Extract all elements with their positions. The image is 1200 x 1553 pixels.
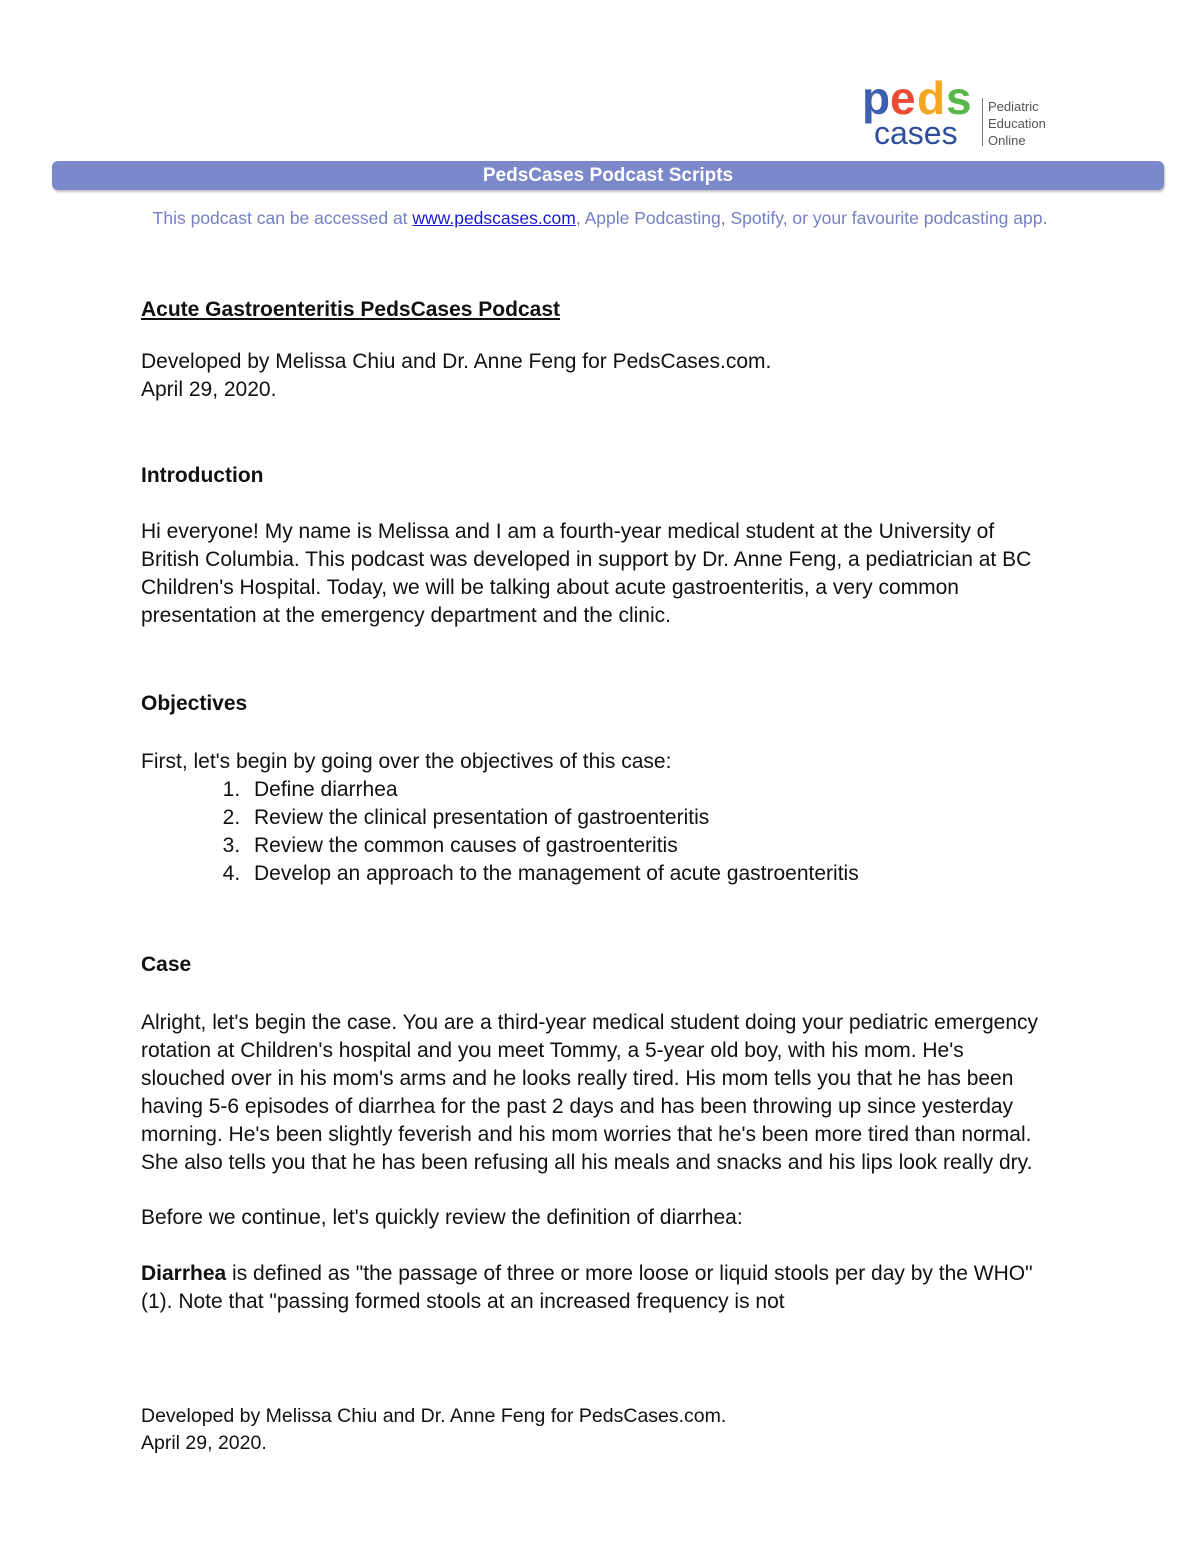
diarrhea-review-intro: Before we continue, let's quickly review the definition of diarrhea:: [141, 1206, 743, 1229]
objective-item-2: 2. Review the clinical presentation of gastroenteritis: [246, 804, 1041, 832]
access-suffix: , Apple Podcasting, Spotify, or your favourite podcasting app.: [575, 208, 1048, 228]
pedscases-logo-mark: [860, 72, 985, 152]
introduction-heading: Introduction: [141, 464, 264, 487]
document-body: [141, 296, 1041, 1316]
logo-divider: [982, 98, 983, 146]
page-footer: [141, 1403, 726, 1457]
footer-date: April 29, 2020.: [141, 1432, 267, 1454]
case-heading: Case: [141, 953, 192, 976]
objective-item-4: 4. Develop an approach to the management of acute gastroenteritis: [246, 860, 1041, 888]
logo-tagline-line-1: Pediatric: [988, 99, 1039, 114]
access-info-line: [0, 208, 1200, 229]
logo-tagline-line-2: Education: [988, 116, 1046, 131]
diarrhea-term: Diarrhea: [141, 1262, 227, 1285]
objectives-list: [141, 776, 1041, 888]
case-text: Alright, let's begin the case. You are a third-year medical student doing your pediatric emergency rotation at Children's hospital and you meet Tommy, a 5-year old boy, with his mom. He's slouched over in his mom's arms and he looks really tired. His mom tells you that he has been having 5-6 episodes of diarrhea for the past 2 days and has been throwing up since yesterday morning. He's been slightly feverish and his mom worries that he's been more tired than normal. She also tells you that he has been refusing all his meals and snacks and his lips look really dry.: [141, 1011, 1039, 1174]
access-prefix: This podcast can be accessed at: [152, 208, 413, 228]
objective-item-1: 1. Define diarrhea: [246, 776, 1041, 804]
logo-letter-e: e: [890, 72, 916, 124]
document-date: April 29, 2020.: [141, 378, 277, 401]
logo-letter-d: d: [917, 72, 946, 124]
pedscases-logo: [860, 72, 1060, 152]
objectives-heading: Objectives: [141, 692, 248, 715]
logo-word-cases: cases: [874, 115, 958, 151]
pedscases-website-link[interactable]: www.pedscases.com: [412, 208, 576, 228]
logo-tagline-line-3: Online: [988, 133, 1026, 148]
credit-line: Developed by Melissa Chiu and Dr. Anne Feng for PedsCases.com.: [141, 350, 772, 373]
objective-item-3: 3. Review the common causes of gastroenteritis: [246, 832, 1041, 860]
logo-tagline: [988, 98, 1046, 149]
diarrhea-definition: [141, 1260, 1041, 1316]
diarrhea-definition-text: is defined as "the passage of three or more loose or liquid stools per day by the WHO" (1). Note that "passing formed stools at an increased frequency is not: [141, 1262, 1033, 1313]
document-title: Acute Gastroenteritis PedsCases Podcast: [141, 298, 560, 321]
introduction-text: Hi everyone! My name is Melissa and I am a fourth-year medical student at the University of British Columbia. This podcast was developed in support by Dr. Anne Feng, a pediatrician at BC Children's Hospital. Today, we will be talking about acute gastroenteritis, a very common presentation at the emergency department and the clinic.: [141, 520, 1032, 627]
logo-letter-s: s: [946, 72, 972, 124]
podcast-scripts-banner: PedsCases Podcast Scripts: [52, 161, 1164, 190]
logo-letter-p: p: [862, 72, 891, 124]
footer-credit-line: Developed by Melissa Chiu and Dr. Anne Feng for PedsCases.com.: [141, 1405, 727, 1427]
objectives-intro: First, let's begin by going over the objectives of this case:: [141, 750, 672, 773]
